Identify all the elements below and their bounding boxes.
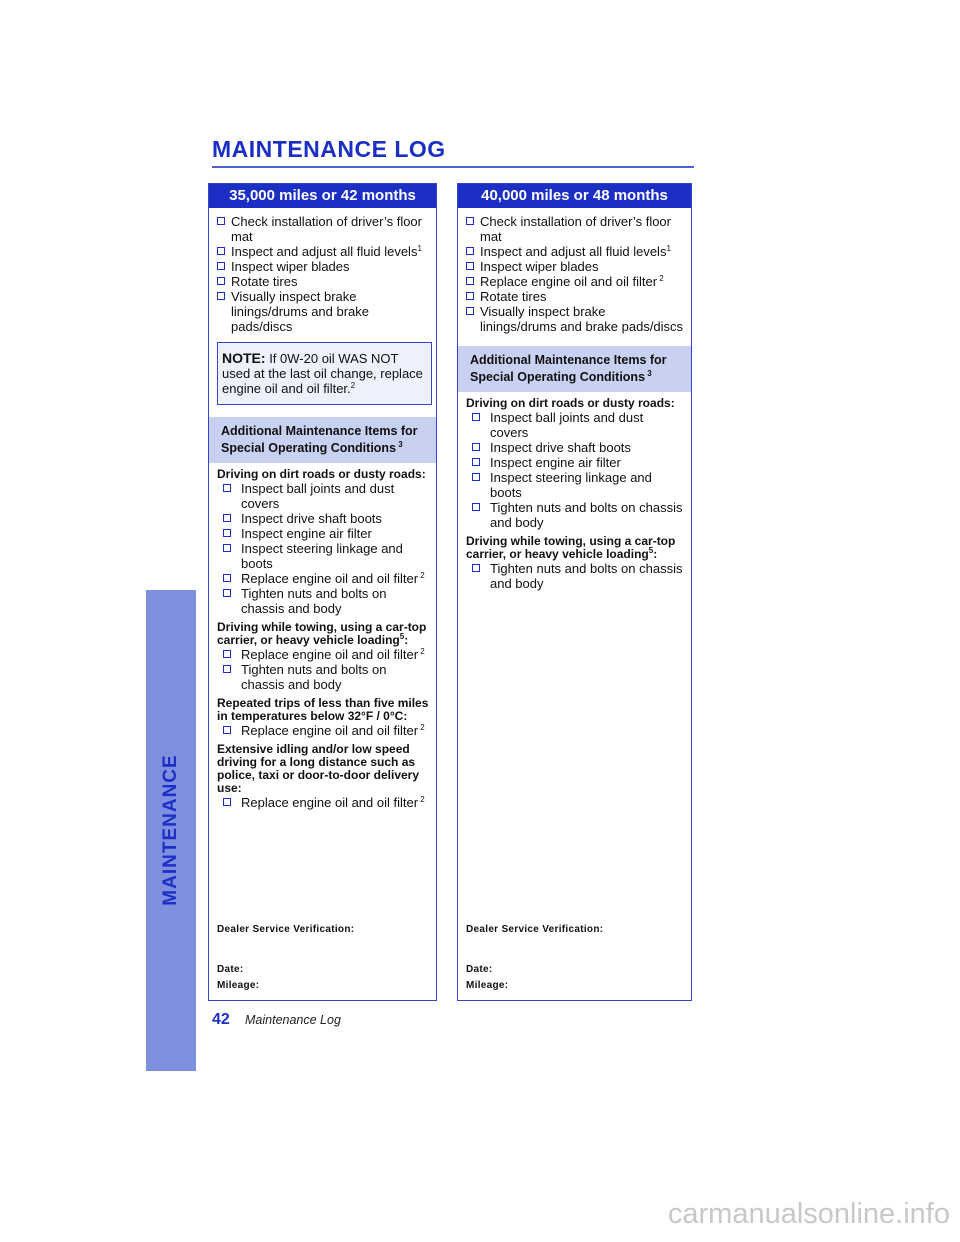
condition-heading: Repeated trips of less than five miles in temperatures below 32°F / 0°C:: [217, 696, 429, 723]
checkbox-icon[interactable]: [217, 217, 225, 225]
column-header: 35,000 miles or 42 months: [209, 184, 436, 208]
condition-heading: Driving on dirt roads or dusty roads:: [466, 396, 675, 410]
checkbox-icon[interactable]: [466, 292, 474, 300]
checkbox-icon[interactable]: [223, 484, 231, 492]
checkbox-icon[interactable]: [472, 458, 480, 466]
checklist-item[interactable]: Tighten nuts and bolts on chassis and body: [466, 500, 685, 530]
checklist-item[interactable]: Inspect drive shaft boots: [466, 440, 685, 455]
checkbox-icon[interactable]: [217, 247, 225, 255]
checkbox-icon[interactable]: [223, 650, 231, 658]
page-label: Maintenance Log: [245, 1013, 341, 1027]
checklist-item[interactable]: Replace engine oil and oil filter $^2$: [466, 274, 685, 289]
title-divider: [212, 166, 694, 168]
checkbox-icon[interactable]: [472, 413, 480, 421]
checkbox-icon[interactable]: [472, 564, 480, 572]
log-column-35000: [208, 183, 437, 1001]
checkbox-icon[interactable]: [466, 307, 474, 315]
dealer-verification-label: Dealer Service Verification:: [217, 924, 355, 935]
additional-items-heading: Additional Maintenance Items for Special Operating Conditions $^3$: [458, 346, 691, 392]
column-header: 40,000 miles or 48 months: [458, 184, 691, 208]
page-title: MAINTENANCE LOG: [212, 136, 446, 162]
checklist-item[interactable]: Check installation of driver’s floor mat: [217, 214, 430, 244]
checkbox-icon[interactable]: [223, 665, 231, 673]
checklist-item[interactable]: Inspect steering linkage and boots: [217, 541, 430, 571]
checkbox-icon[interactable]: [217, 277, 225, 285]
date-label: Date:: [466, 964, 493, 975]
additional-items-heading: Additional Maintenance Items for Special Operating Conditions $^3$: [209, 417, 436, 463]
checkbox-icon[interactable]: [466, 262, 474, 270]
checklist-item[interactable]: Inspect ball joints and dust covers: [217, 481, 430, 511]
checkbox-icon[interactable]: [472, 443, 480, 451]
checkbox-icon[interactable]: [472, 473, 480, 481]
page-number: 42: [212, 1011, 230, 1028]
checklist-item[interactable]: Rotate tires: [466, 289, 685, 304]
note-text: If 0W-20 oil WAS NOT used at the last oil change, replace engine oil and oil filter.: [222, 351, 423, 396]
checklist-item[interactable]: Visually inspect brake linings/drums and brake pads/discs: [217, 289, 430, 334]
checklist-item[interactable]: Inspect wiper blades: [466, 259, 685, 274]
checkbox-icon[interactable]: [472, 503, 480, 511]
checklist-item[interactable]: Visually inspect brake linings/drums and brake pads/discs: [466, 304, 685, 334]
checklist-item[interactable]: Tighten nuts and bolts on chassis and body: [217, 586, 430, 616]
checklist-item[interactable]: Tighten nuts and bolts on chassis and body: [466, 561, 685, 591]
checklist-item[interactable]: Inspect and adjust all fluid levels$^1$: [466, 244, 685, 259]
checklist-item[interactable]: Inspect drive shaft boots: [217, 511, 430, 526]
checklist-item[interactable]: Rotate tires: [217, 274, 430, 289]
condition-heading: Driving while towing, using a car-top carrier, or heavy vehicle loading$^5$:: [466, 534, 676, 561]
note-label: NOTE:: [222, 350, 266, 366]
note-box: NOTE: If 0W-20 oil WAS NOT used at the last oil change, replace engine oil and oil filter.$^2$: [217, 342, 432, 405]
checklist-item[interactable]: Replace engine oil and oil filter $^2$: [217, 723, 430, 738]
checkbox-icon[interactable]: [223, 726, 231, 734]
checklist-item[interactable]: Inspect engine air filter: [217, 526, 430, 541]
checklist-item[interactable]: Inspect engine air filter: [466, 455, 685, 470]
checkbox-icon[interactable]: [466, 247, 474, 255]
dealer-verification-label: Dealer Service Verification:: [466, 924, 604, 935]
checkbox-icon[interactable]: [223, 574, 231, 582]
checkbox-icon[interactable]: [223, 544, 231, 552]
condition-heading: Extensive idling and/or low speed driving for a long distance such as police, taxi or door-to-door delivery use:: [217, 742, 420, 795]
checkbox-icon[interactable]: [466, 277, 474, 285]
checklist-item[interactable]: Replace engine oil and oil filter $^2$: [217, 795, 430, 810]
side-tab-label: MAINTENANCE: [160, 754, 181, 906]
checkbox-icon[interactable]: [223, 798, 231, 806]
checkbox-icon[interactable]: [217, 262, 225, 270]
mileage-label: Mileage:: [466, 980, 509, 991]
date-label: Date:: [217, 964, 244, 975]
checklist-item[interactable]: Inspect ball joints and dust covers: [466, 410, 685, 440]
condition-heading: Driving while towing, using a car-top carrier, or heavy vehicle loading$^5$:: [217, 620, 427, 647]
watermark: carmanualsonline.info: [667, 1198, 950, 1230]
checklist-item[interactable]: Replace engine oil and oil filter $^2$: [217, 647, 430, 662]
checklist-item[interactable]: Tighten nuts and bolts on chassis and body: [217, 662, 430, 692]
checklist-item[interactable]: Check installation of driver’s floor mat: [466, 214, 685, 244]
log-column-40000: [457, 183, 692, 1001]
mileage-label: Mileage:: [217, 980, 260, 991]
checkbox-icon[interactable]: [466, 217, 474, 225]
checklist-item[interactable]: Inspect steering linkage and boots: [466, 470, 685, 500]
checkbox-icon[interactable]: [217, 292, 225, 300]
checklist-item[interactable]: Inspect and adjust all fluid levels$^1$: [217, 244, 430, 259]
checkbox-icon[interactable]: [223, 529, 231, 537]
checklist-item[interactable]: Inspect wiper blades: [217, 259, 430, 274]
condition-heading: Driving on dirt roads or dusty roads:: [217, 467, 426, 481]
checkbox-icon[interactable]: [223, 589, 231, 597]
checklist-item[interactable]: Replace engine oil and oil filter $^2$: [217, 571, 430, 586]
checkbox-icon[interactable]: [223, 514, 231, 522]
